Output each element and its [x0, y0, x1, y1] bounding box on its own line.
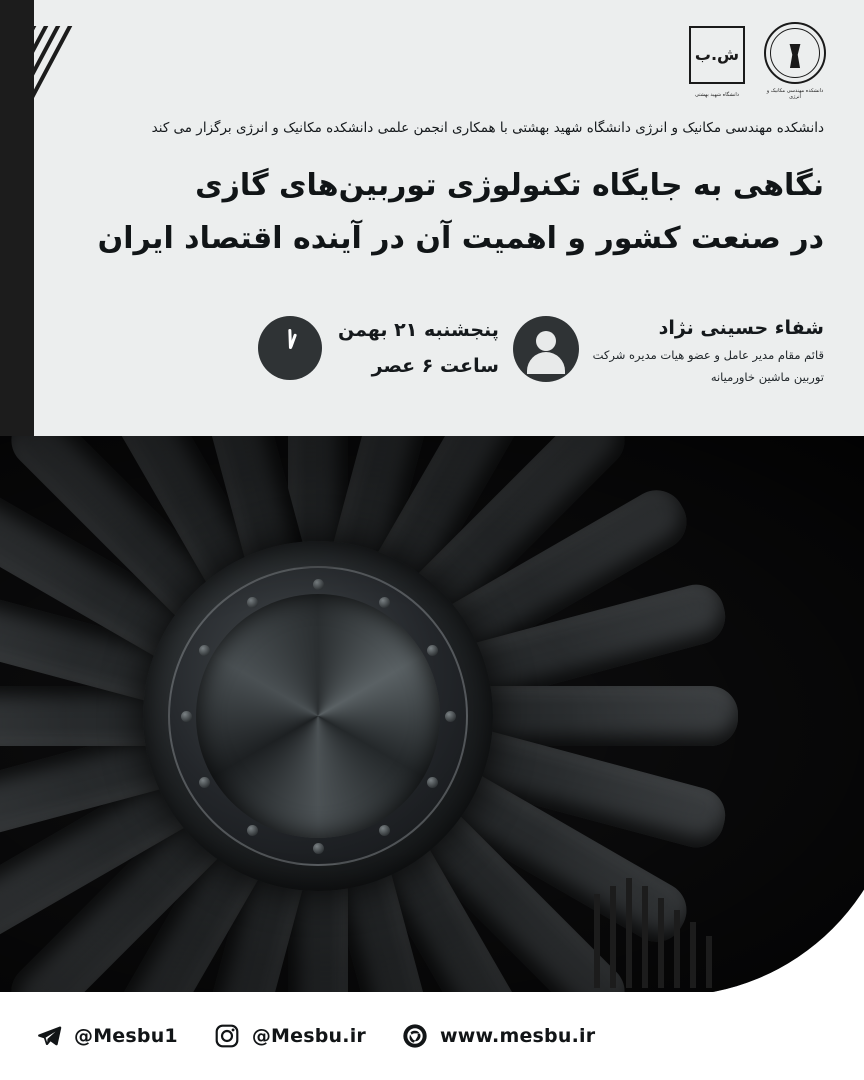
- footer-bar: [0, 992, 864, 1080]
- header-panel: [0, 0, 864, 436]
- footer-item-website[interactable]: [400, 1021, 595, 1051]
- poster-title: [34, 160, 824, 265]
- faculty-seal: [764, 22, 826, 100]
- instagram-icon: [212, 1021, 242, 1051]
- decorative-hatch-bottom: [594, 868, 744, 988]
- speaker-role-line-2: توربین ماشین خاورمیانه: [710, 369, 824, 384]
- organizer-line: دانشکده مهندسی مکانیک و انرژی دانشگاه شهید بهشتی با همکاری انجمن علمی دانشکده مکانیک و انرژی برگزار می کند: [151, 120, 824, 136]
- title-line-2: در صنعت کشور و اهمیت آن در آینده اقتصاد ایران: [97, 220, 824, 256]
- university-logo-frame: [689, 26, 745, 84]
- person-avatar-icon: [513, 316, 579, 382]
- footer-item-instagram[interactable]: [212, 1021, 366, 1051]
- clock-icon: [258, 316, 322, 380]
- telegram-icon: [34, 1021, 64, 1051]
- decorative-hatch-top: [34, 26, 100, 166]
- title-line-1: نگاهی به جایگاه تکنولوژی توربین‌های گازی: [195, 168, 824, 203]
- website-url: www.mesbu.ir: [440, 1025, 596, 1047]
- event-datetime: [338, 312, 499, 384]
- university-logo-mark: ش.ب: [694, 44, 740, 64]
- speaker-name: شفاء حسینی نژاد: [658, 317, 824, 339]
- event-date: پنجشنبه ۲۱ بهمن: [338, 319, 499, 341]
- speaker-text: [593, 312, 824, 387]
- instagram-handle: @Mesbu.ir: [251, 1025, 366, 1047]
- footer-item-telegram[interactable]: [34, 1021, 178, 1051]
- cooling-tower-icon: [778, 36, 812, 70]
- speaker-block: [513, 312, 824, 387]
- telegram-handle: @Mesbu1: [74, 1025, 178, 1047]
- faculty-seal-caption: دانشکده مهندسی مکانیک و انرژی: [766, 88, 824, 100]
- event-time-block: [258, 312, 499, 384]
- left-dark-stripe: [0, 0, 34, 436]
- university-logo: [686, 22, 748, 96]
- faculty-seal-ring: [764, 22, 826, 84]
- speaker-role-line-1: قائم مقام مدیر عامل و عضو هیات مدیره شرکت: [592, 347, 824, 362]
- logo-group: [686, 22, 826, 100]
- globe-icon: [400, 1021, 430, 1051]
- event-time: ساعت ۶ عصر: [371, 355, 499, 378]
- university-logo-caption: دانشگاه شهید بهشتی: [694, 92, 739, 98]
